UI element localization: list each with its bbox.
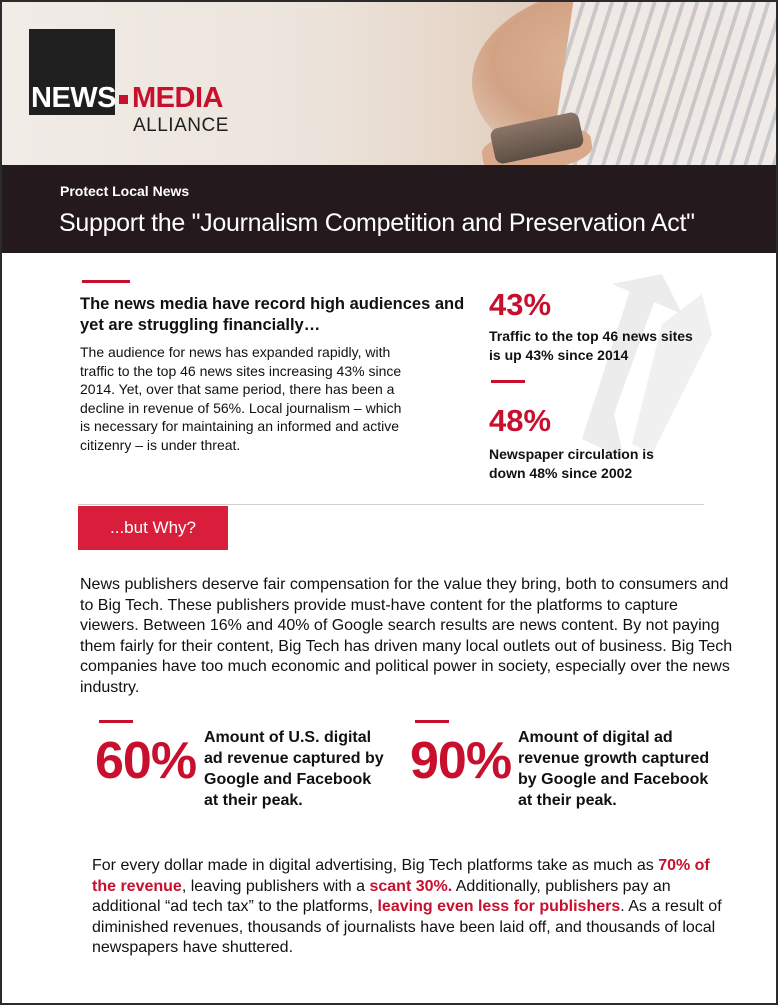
banner-kicker: Protect Local News [60, 183, 190, 199]
stat-43-value: 43% [489, 287, 552, 322]
stat-48-desc: Newspaper circulation is down 48% since 2002 [489, 446, 654, 481]
stat-90-rule [415, 720, 449, 723]
stat-rule [491, 380, 525, 383]
intro-heading: The news media have record high audiences and yet are struggling financially… [80, 295, 465, 334]
logo-separator [119, 95, 128, 104]
stat-60-desc: Amount of U.S. digital ad revenue captured by Google and Facebook at their peak. [204, 729, 384, 809]
highlight-even-less: leaving even less for publishers [377, 898, 621, 915]
logo-news-text: NEWS [31, 82, 116, 114]
why-label: ...but Why? [110, 518, 196, 537]
hero-photo [2, 2, 776, 165]
highlight-70-percent: 70% of the revenue [92, 857, 710, 895]
intro-body: The audience for news has expanded rapidly, with traffic to the top 46 news sites increasing 43% since 2014. Yet, over that same period, there has been a decline in revenue of 56%. Local journalism – which is necessary for maintaining an informed and active citizenry – is under threat. [80, 344, 402, 453]
intro-rule [82, 280, 130, 283]
stat-43-desc: Traffic to the top 46 news sites is up 43% since 2014 [489, 328, 693, 363]
stat-60-rule [99, 720, 133, 723]
stat-90-value: 90% [410, 732, 512, 790]
stat-90-desc: Amount of digital ad revenue growth captured by Google and Facebook at their peak. [518, 729, 710, 809]
paragraph-ad-revenue: For every dollar made in digital advertising, Big Tech platforms take as much as 70% of the revenue, leaving publishers with a scant 30%. Additionally, publishers pay an additional “ad tech tax” to the platforms, leaving even less for publishers. As a result of diminished revenues, thousands of journalists have been laid off, and thousands of local newspapers have shuttered. [92, 857, 722, 956]
stat-60-value: 60% [95, 732, 197, 790]
page-title: Support the "Journalism Competition and Preservation Act" [59, 209, 695, 237]
logo-alliance-text: ALLIANCE [133, 115, 229, 136]
section-divider [78, 504, 704, 505]
paragraph-compensation: News publishers deserve fair compensation for the value they bring, both to consumers and to Big Tech. These publishers provide must-have content for the platforms to capture viewers. Between 16% and 40% of Google search results are news content. By not paying them fairly for their content, Big Tech has driven many local outlets out of business. Big Tech companies have too much economic and political power in society, especially over the news industry. [80, 576, 733, 696]
logo-media-text: MEDIA [132, 82, 223, 114]
stat-48-value: 48% [489, 403, 552, 438]
highlight-scant-30: scant 30%. [369, 877, 453, 895]
